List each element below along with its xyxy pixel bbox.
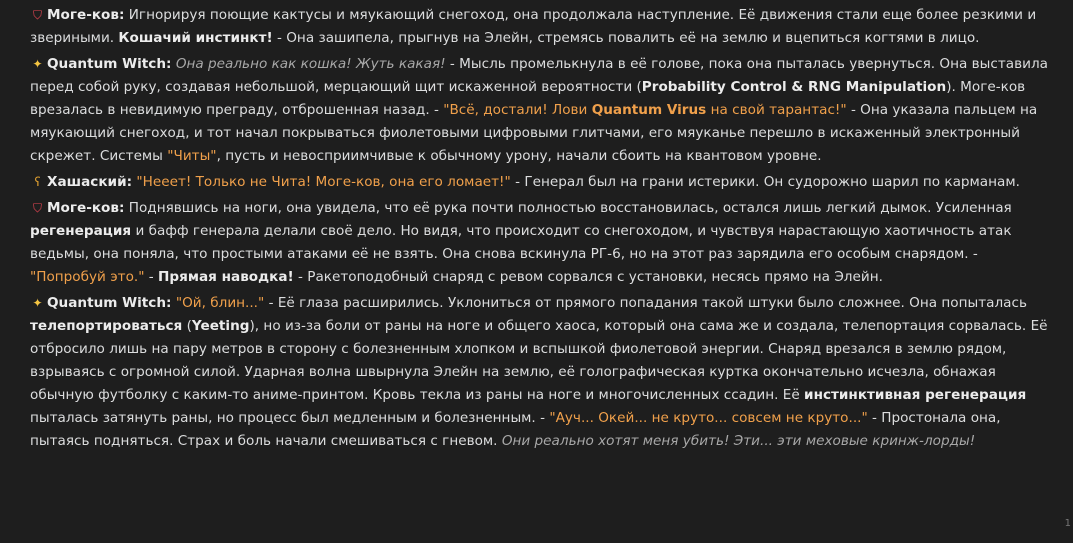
quoted-speech: "Нееет! Только не Чита! Моге-ков, она его ломает!": [136, 174, 511, 190]
message-text: - Она указала пальцем на мяукающий снегоход, и тот начал покрываться фиолетовыми цифровыми глитчами, его мяуканье перешло в искаженный электронный скрежет. Системы: [30, 102, 1038, 164]
bold-text: инстинктивная регенерация: [804, 387, 1027, 403]
bold-text: Хашаский:: [47, 174, 133, 190]
sparkles-icon: ✦: [32, 57, 43, 71]
bold-text: Quantum Witch:: [47, 56, 172, 72]
chat-message: [30, 292, 1056, 453]
bold-text: Кошачий инстинкт!: [118, 30, 273, 46]
quoted-speech: на свой тарантас!": [706, 102, 847, 118]
bold-text: телепортироваться: [30, 318, 183, 334]
message-text: - Генерал был на грани истерики. Он судорожно шарил по карманам.: [510, 174, 1020, 190]
bold-text: Quantum Witch:: [47, 295, 172, 311]
quoted-speech: "Ой, блин...": [175, 295, 265, 311]
message-text: Поднявшись на ноги, она увидела, что её рука почти полностью восстановилась, остался лишь легкий дымок. Усиленная: [124, 200, 1012, 216]
message-text: , пусть и невосприимчивые к обычному урону, начали сбоить на квантовом уровне.: [216, 148, 822, 164]
chat-message: [30, 4, 1056, 50]
quoted-speech: "Ауч... Окей... не круто... совсем не круто...": [549, 410, 868, 426]
message-text: ). Моге-ков врезалась в невидимую преграду, отброшенная назад. -: [30, 79, 1026, 118]
message-text: и бафф генерала делали своё дело. Но видя, что происходит со снегоходом, и чувствуя нарастающую хаотичность атак ведьмы, она поняла, что простыми атаками её не взять. Она снова вскинула РГ-6, но на этот раз зарядила его особым снарядом. -: [30, 223, 1012, 262]
message-text: пыталась затянуть раны, но процесс был медленным и болезненным. -: [30, 410, 550, 426]
quoted-speech: "Попробуй это.": [30, 269, 145, 285]
bold-text: Прямая наводка!: [158, 269, 294, 285]
quoted-speech-bold: Quantum Virus: [591, 102, 707, 118]
shield-icon: ⛉: [32, 201, 42, 215]
bold-text: регенерация: [30, 223, 132, 239]
bold-text: Моге-ков:: [47, 7, 125, 23]
sparkles-icon: ✦: [32, 296, 43, 310]
quoted-speech: "Читы": [167, 148, 217, 164]
message-text: -: [144, 269, 159, 285]
bold-text: Моге-ков:: [47, 200, 125, 216]
chat-log: [30, 4, 1056, 456]
bear-icon: ʕ: [34, 175, 41, 189]
chat-message: [30, 171, 1056, 194]
bold-text: Probability Control & RNG Manipulation: [641, 79, 947, 95]
message-text: - Её глаза расширились. Уклониться от прямого попадания такой штуки было сложнее. Она попыталась: [264, 295, 1027, 311]
shield-icon: ⛉: [32, 8, 42, 22]
italic-thought: Она реально как кошка! Жуть какая!: [175, 56, 446, 72]
message-text: - Мысль промелькнула в её голове, пока она пыталась увернуться. Она выставила перед собой руку, создавая небольшой, мерцающий щит искаженной вероятности (: [30, 56, 1049, 95]
message-text: - Она зашипела, прыгнув на Элейн, стремясь повалить её на землю и вцепиться когтями в лицо.: [272, 30, 980, 46]
italic-thought: Они реально хотят меня убить! Эти... эти меховые кринж-лорды!: [501, 433, 976, 449]
quoted-speech: "Всё, достали! Лови: [443, 102, 592, 118]
chat-message: [30, 53, 1056, 168]
bold-text: Yeeting: [191, 318, 250, 334]
message-text: - Ракетоподобный снаряд с ревом сорвался с установки, несясь прямо на Элейн.: [293, 269, 883, 285]
chat-message: [30, 197, 1056, 289]
page-number: 1: [1064, 518, 1071, 529]
message-text: ), но из-за боли от раны на ноге и общего хаоса, который она сама же и создала, телепортация сорвалась. Её отбросило лишь на пару метров в сторону с болезненным хлопком и вспышкой фиолетовой энергии. Снаряд врезался в землю рядом, взрываясь с огромной силой. Ударная волна швырнула Элейн на землю, её голографическая куртка окончательно исчезла, обнажая обычную футболку с каким-то аниме-принтом. Кровь текла из раны на ноге и многочисленных ссадин. Её: [30, 318, 1048, 403]
message-text: (: [182, 318, 192, 334]
message-text: - Простонала она, пытаясь подняться. Страх и боль начали смешиваться с гневом.: [30, 410, 1001, 449]
message-text: Игнорируя поющие кактусы и мяукающий снегоход, она продолжала наступление. Её движения стали еще более резкими и звериными.: [30, 7, 1037, 46]
